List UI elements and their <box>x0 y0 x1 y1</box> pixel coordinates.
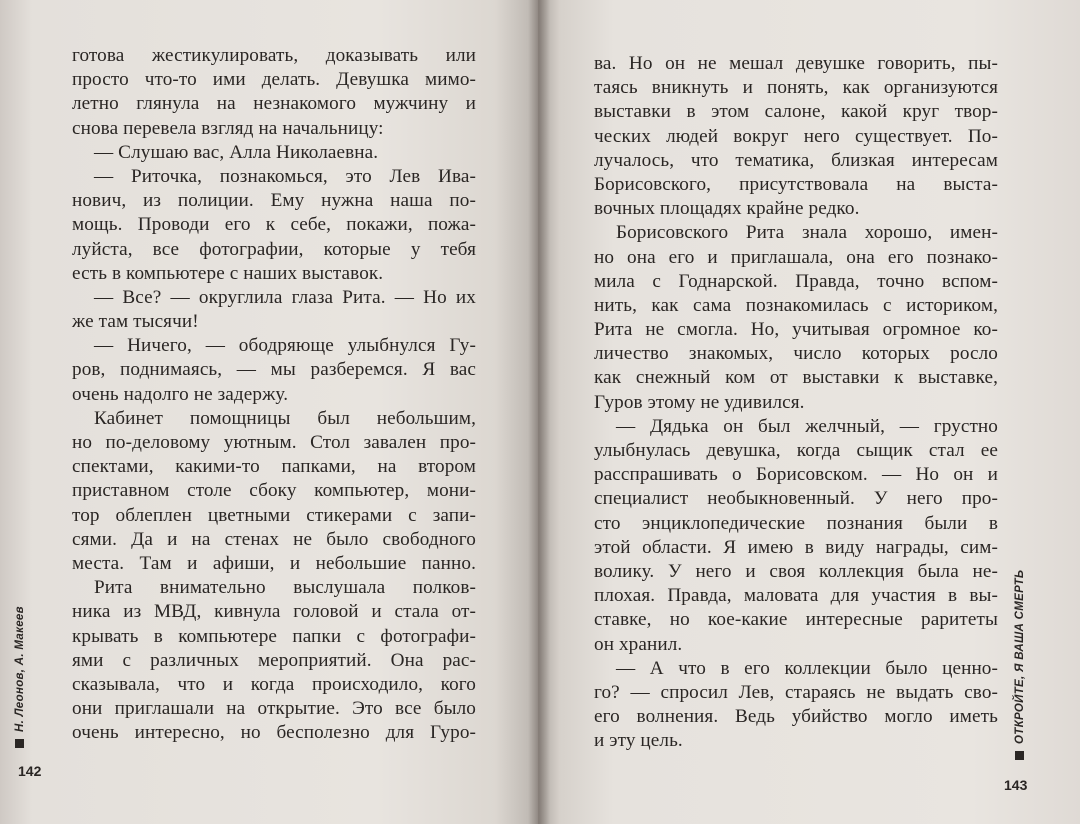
text-line: — Все? — округлила глаза Рита. — Но их <box>94 286 476 308</box>
text-line: очень надолго не задержу. <box>72 383 289 405</box>
text-line: — Ничего, — ободряюще улыбнулся Гу- <box>94 335 476 357</box>
text-line: специалист необыкновенный. У него про- <box>594 488 998 510</box>
text-line: готова жестикулировать, доказывать или <box>72 45 476 66</box>
text-line: нович, из полиции. Ему нужна наша по- <box>72 190 476 212</box>
square-bullet-icon <box>1015 751 1024 760</box>
text-line: мила с Годнарской. Правда, точно вспом- <box>594 270 998 292</box>
text-line: сказывала, что и когда происходило, кого <box>72 673 476 695</box>
page-number: 143 <box>1004 777 1028 793</box>
running-head-authors <box>14 606 26 748</box>
text-line: просто что-то ими делать. Девушка мимо- <box>72 69 476 91</box>
text-line: очень интересно, но бесполезно для Гуро- <box>72 722 476 744</box>
text-line: ника из МВД, кивнула головой и стала от- <box>72 601 476 623</box>
text-line: приставном столе сбоку компьютер, мони- <box>72 480 476 502</box>
right-page <box>538 0 1080 824</box>
text-line: сями. Да и на стенах не было свободного <box>72 528 476 550</box>
text-line: вочных площадях крайне редко. <box>594 198 860 220</box>
text-line: Борисовского, присутствовала на выста- <box>594 173 998 195</box>
text-line: ров, поднимаясь, — мы разберемся. Я вас <box>72 359 476 381</box>
text-line: они приглашали на открытие. Это все было <box>72 698 476 720</box>
text-line: ческих людей вокруг него существует. По- <box>594 125 998 147</box>
text-line: таясь вникнуть и понять, как организуются <box>594 77 998 99</box>
left-page <box>0 0 538 824</box>
text-line: Рита не смогла. Но, учитывая огромное ко- <box>594 319 998 341</box>
text-line: — Слушаю вас, Алла Николаевна. <box>94 141 379 163</box>
right-page-text <box>594 52 998 753</box>
text-line: сто энциклопедические познания были в <box>594 512 998 534</box>
text-line: нить, как сама познакомилась с историком, <box>594 294 998 316</box>
text-line: ями с различных мероприятий. Она рас- <box>72 649 476 671</box>
text-line: Гуров этому не удивился. <box>594 391 805 413</box>
text-line: ставке, но кое-какие интересные раритеты <box>594 609 998 631</box>
running-head-title <box>1014 570 1026 760</box>
text-line: тор облеплен цветными стикерами с запи- <box>72 504 476 526</box>
text-line: крывать в компьютере папки с фотографи- <box>72 625 476 647</box>
text-line: лучалось, что тематика, близкая интересам <box>594 149 998 171</box>
text-line: Рита внимательно выслушала полков- <box>94 577 476 599</box>
page-number: 142 <box>18 763 42 779</box>
text-line: как снежный ком от выставки к выставке, <box>594 367 998 389</box>
text-line: луйста, все фотографии, которые у тебя <box>72 238 476 260</box>
text-line: есть в компьютере с наших выставок. <box>72 262 384 284</box>
text-line: расспрашивать о Борисовском. — Но он и <box>594 464 998 486</box>
text-line: личество знакомых, число которых росло <box>594 343 998 365</box>
left-page-text <box>72 44 476 745</box>
text-line: но она его и приглашала, она его познако- <box>594 246 998 268</box>
square-bullet-icon <box>15 739 24 748</box>
text-line: спектами, какими-то папками, на втором <box>72 456 476 478</box>
text-line: этой области. Я имею в виду награды, сим- <box>594 536 998 558</box>
text-line: его волнения. Ведь убийство могло иметь <box>594 706 998 728</box>
running-head-text: ОТКРОЙТЕ, Я ВАША СМЕРТЬ <box>1014 569 1026 744</box>
text-line: плохая. Правда, маловата для участия в вы- <box>594 585 998 607</box>
text-line: и эту цель. <box>594 730 683 752</box>
text-line: — Риточка, познакомься, это Лев Ива- <box>94 165 476 187</box>
text-line: снова перевела взгляд на начальницу: <box>72 117 384 139</box>
text-line: же там тысячи! <box>72 311 199 333</box>
text-line: он хранил. <box>594 633 683 655</box>
text-line: Кабинет помощницы был небольшим, <box>94 407 476 429</box>
running-head-text: Н. Леонов, А. Макеев <box>14 606 26 732</box>
text-line: места. Там и афиши, и небольшие панно. <box>72 552 476 574</box>
text-line: летно глянула на незнакомого мужчину и <box>72 93 476 115</box>
text-line: — А что в его коллекции было ценно- <box>616 657 998 679</box>
text-line: выставки в этом салоне, какой круг твор- <box>594 101 998 123</box>
text-line: волику. У него и своя коллекция была не- <box>594 560 998 582</box>
text-line: улыбнулась девушка, когда сыщик стал ее <box>594 440 998 461</box>
text-line: — Дядька он был желчный, — грустно <box>616 415 998 437</box>
text-line: Борисовского Рита знала хорошо, имен- <box>616 222 998 244</box>
text-line: но по-деловому уютным. Стол завален про- <box>72 432 476 453</box>
text-line: ва. Но он не мешал девушке говорить, пы- <box>594 53 998 74</box>
book-gutter <box>528 0 550 824</box>
text-line: мощь. Проводи его к себе, покажи, пожа- <box>72 214 476 236</box>
text-line: го? — спросил Лев, стараясь не выдать сво- <box>594 681 998 703</box>
